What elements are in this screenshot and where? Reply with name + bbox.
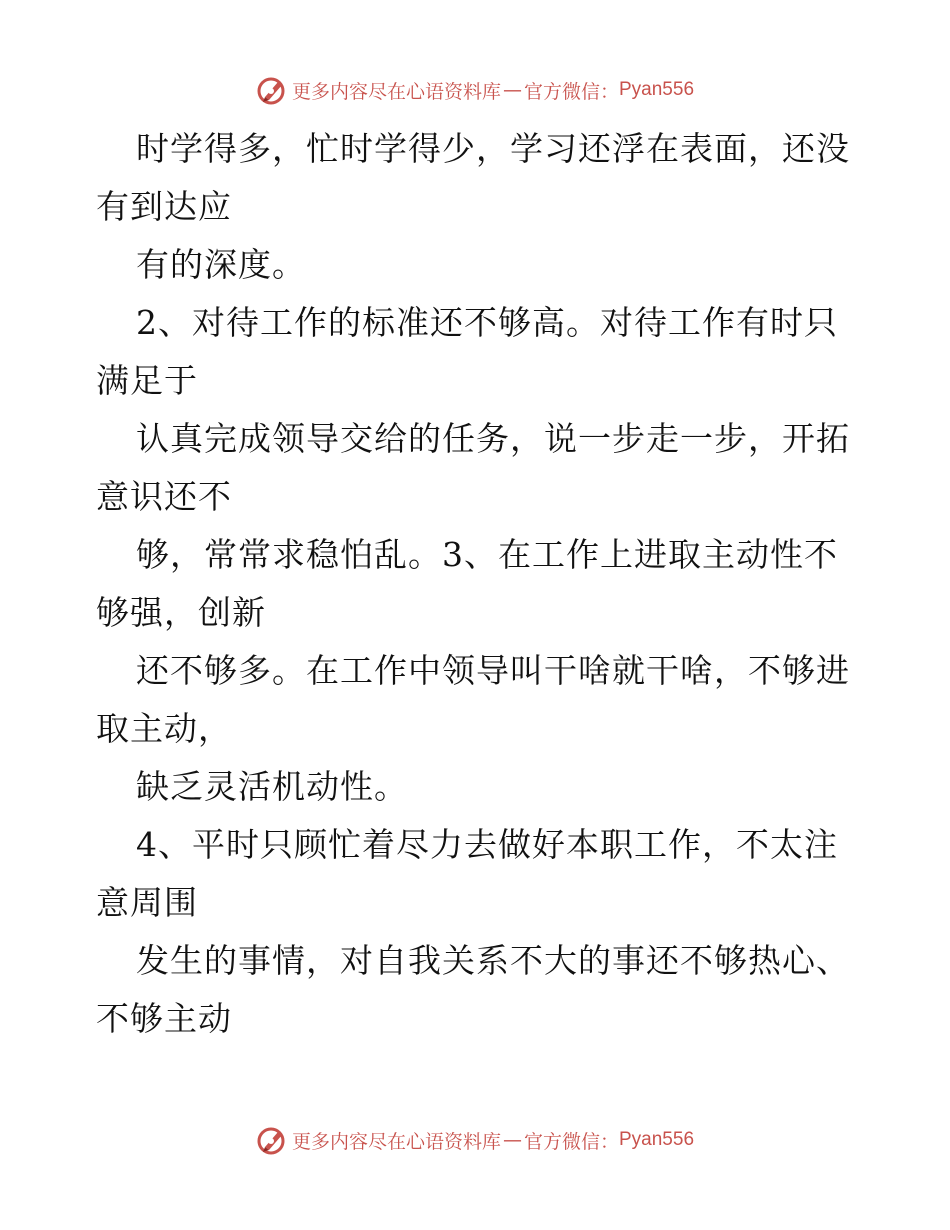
text-line: 意周围	[96, 883, 198, 922]
watermark-text: 更多内容尽在心语资料库	[291, 80, 501, 103]
watermark-wechat-id: Pyan556	[619, 1129, 695, 1150]
text-line: 4、平时只顾忙着尽力去做好本职工作，不太注	[136, 825, 838, 864]
watermark-contact: 官方微信：	[523, 80, 619, 103]
header-watermark	[0, 70, 950, 110]
watermark-separator: —	[502, 1129, 522, 1151]
text-line: 够，常常求稳怕乱。3、在工作上进取主动性不	[136, 535, 838, 574]
text-line: 有到达应	[96, 187, 232, 226]
text-line: 缺乏灵活机动性。	[136, 767, 408, 806]
text-line: 不够主动	[96, 999, 232, 1038]
text-line: 够强，创新	[96, 593, 266, 632]
watermark-separator: —	[502, 79, 522, 101]
watermark-contact: 官方微信：	[523, 1130, 619, 1153]
text-line: 2、对待工作的标准还不够高。对待工作有时只	[136, 303, 838, 342]
text-line: 还不够多。在工作中领导叫干啥就干啥，不够进	[136, 651, 850, 690]
pen-logo-icon	[256, 74, 288, 106]
text-line: 取主动，	[96, 709, 232, 748]
text-line: 发生的事情，对自我关系不大的事还不够热心、	[136, 941, 850, 980]
watermark-text: 更多内容尽在心语资料库	[291, 1130, 501, 1153]
text-line: 有的深度。	[136, 245, 306, 284]
text-line: 意识还不	[96, 477, 232, 516]
document-body	[96, 120, 866, 1048]
watermark-wechat-id: Pyan556	[619, 79, 695, 100]
text-line: 认真完成领导交给的任务，说一步走一步，开拓	[136, 419, 850, 458]
text-line: 满足于	[96, 361, 198, 400]
pen-logo-icon	[256, 1124, 288, 1156]
footer-watermark	[0, 1120, 950, 1160]
text-line: 时学得多，忙时学得少，学习还浮在表面，还没	[136, 129, 850, 168]
